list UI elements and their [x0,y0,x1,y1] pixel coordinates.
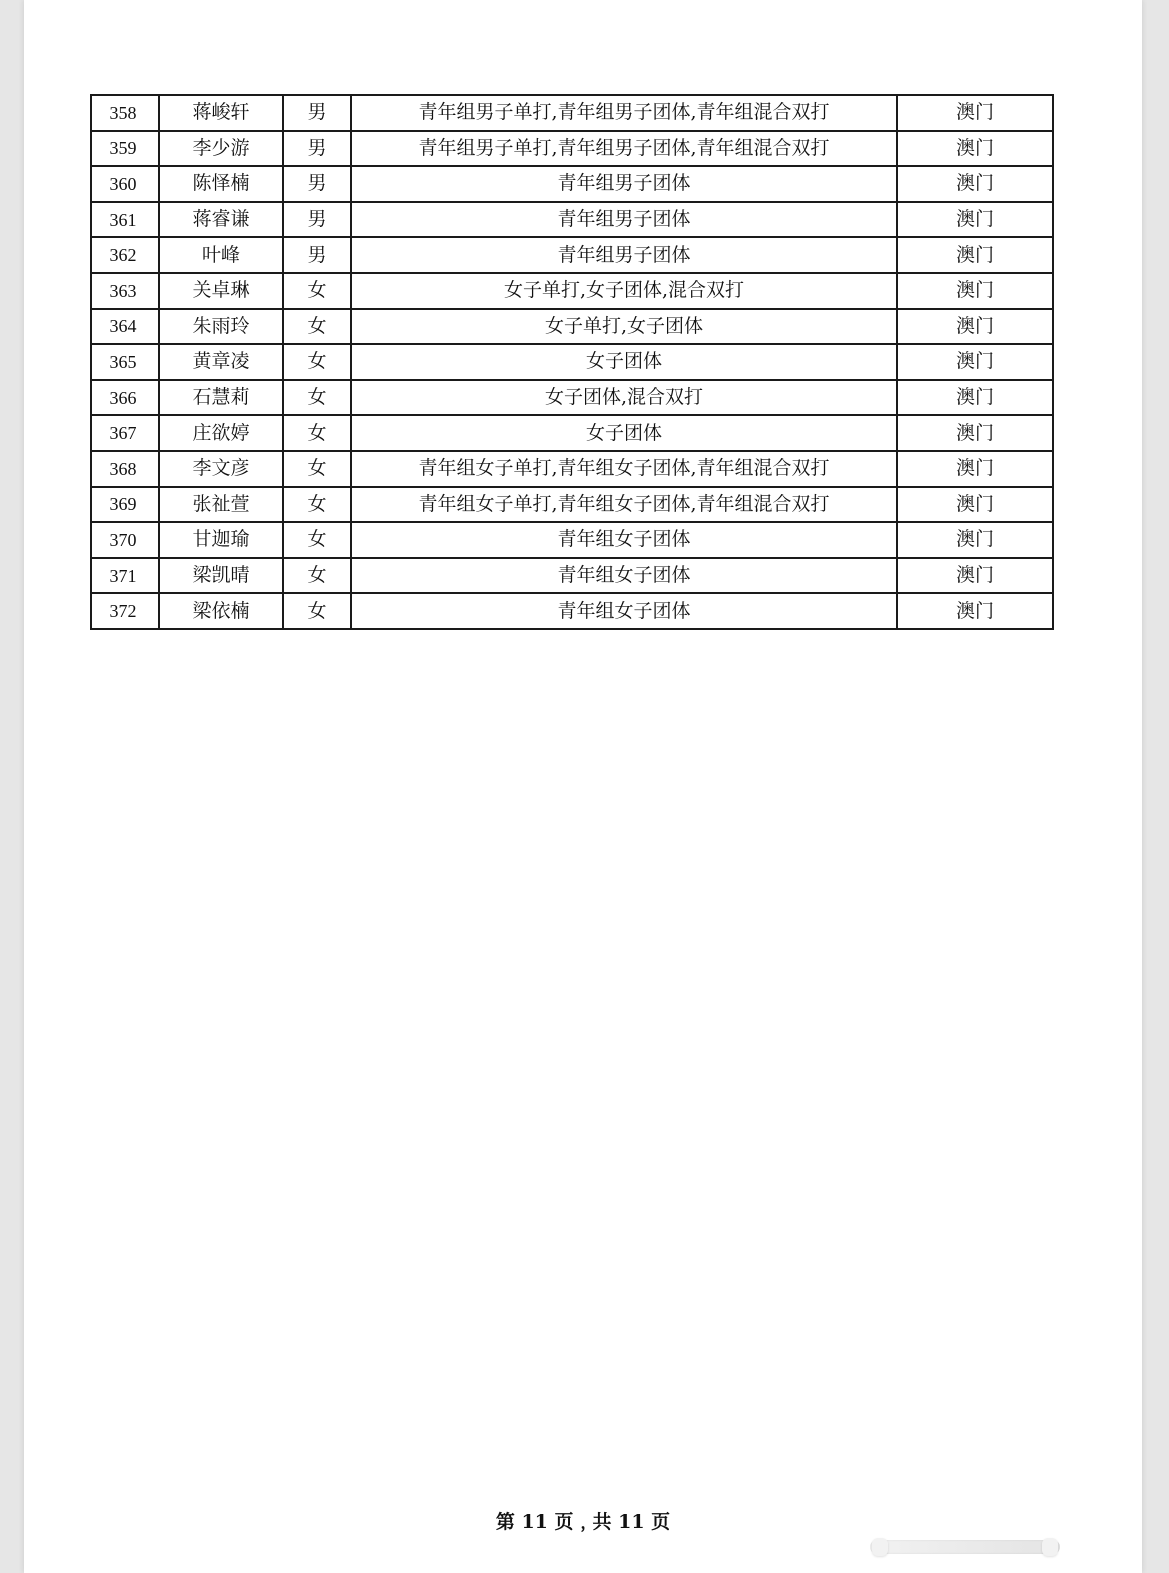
cell-name: 甘迦瑜 [159,522,283,558]
table-row [91,415,1053,451]
cell-number: 364 [91,309,159,345]
cell-region: 澳门 [897,202,1053,238]
table-row [91,131,1053,167]
scroll-track[interactable] [870,1540,1060,1554]
cell-gender: 女 [283,309,351,345]
cell-events: 女子团体 [351,344,897,380]
cell-name: 蒋峻轩 [159,95,283,131]
cell-region: 澳门 [897,487,1053,523]
cell-region: 澳门 [897,593,1053,629]
roster-table-body [91,95,1053,629]
cell-number: 362 [91,237,159,273]
scroll-indicator-icon[interactable] [870,1536,1060,1558]
page-number-footer: 第 11 页﹐共 11 页 [495,1511,671,1533]
cell-name: 庄欲婷 [159,415,283,451]
table-row [91,273,1053,309]
cell-region: 澳门 [897,558,1053,594]
table-row [91,522,1053,558]
cell-events: 女子团体 [351,415,897,451]
cell-gender: 男 [283,166,351,202]
cell-name: 石慧莉 [159,380,283,416]
cell-gender: 女 [283,558,351,594]
cell-events: 青年组男子单打,青年组男子团体,青年组混合双打 [351,95,897,131]
cell-name: 黄章凌 [159,344,283,380]
cell-events: 女子单打,女子团体 [351,309,897,345]
cell-name: 叶峰 [159,237,283,273]
cell-gender: 女 [283,415,351,451]
cell-name: 张祉萱 [159,487,283,523]
cell-events: 青年组男子单打,青年组男子团体,青年组混合双打 [351,131,897,167]
cell-events: 女子团体,混合双打 [351,380,897,416]
cell-name: 梁依楠 [159,593,283,629]
cell-number: 359 [91,131,159,167]
cell-region: 澳门 [897,522,1053,558]
cell-events: 青年组女子单打,青年组女子团体,青年组混合双打 [351,487,897,523]
cell-region: 澳门 [897,380,1053,416]
cell-events: 青年组女子团体 [351,593,897,629]
cell-events: 青年组女子团体 [351,522,897,558]
table-row [91,202,1053,238]
cell-events: 女子单打,女子团体,混合双打 [351,273,897,309]
cell-events: 青年组男子团体 [351,202,897,238]
cell-region: 澳门 [897,237,1053,273]
cell-number: 370 [91,522,159,558]
table-row [91,237,1053,273]
cell-number: 360 [91,166,159,202]
cell-name: 朱雨玲 [159,309,283,345]
table-row [91,309,1053,345]
cell-name: 陈怿楠 [159,166,283,202]
cell-region: 澳门 [897,95,1053,131]
document-page [24,0,1142,1573]
cell-number: 365 [91,344,159,380]
roster-table [90,94,1054,630]
cell-number: 358 [91,95,159,131]
cell-gender: 女 [283,273,351,309]
cell-gender: 男 [283,131,351,167]
cell-gender: 女 [283,522,351,558]
cell-events: 青年组男子团体 [351,166,897,202]
cell-name: 李少游 [159,131,283,167]
cell-region: 澳门 [897,415,1053,451]
cell-number: 366 [91,380,159,416]
cell-name: 梁凯晴 [159,558,283,594]
table-row [91,166,1053,202]
cell-gender: 男 [283,237,351,273]
cell-gender: 女 [283,451,351,487]
cell-name: 李文彦 [159,451,283,487]
cell-number: 368 [91,451,159,487]
cell-number: 361 [91,202,159,238]
table-row [91,487,1053,523]
cell-gender: 女 [283,344,351,380]
cell-gender: 男 [283,202,351,238]
cell-gender: 女 [283,380,351,416]
cell-region: 澳门 [897,273,1053,309]
scroll-cap-right [1042,1538,1058,1556]
cell-gender: 女 [283,487,351,523]
cell-region: 澳门 [897,309,1053,345]
cell-gender: 女 [283,593,351,629]
cell-name: 关卓琳 [159,273,283,309]
cell-region: 澳门 [897,166,1053,202]
cell-gender: 男 [283,95,351,131]
cell-name: 蒋睿谦 [159,202,283,238]
cell-region: 澳门 [897,451,1053,487]
cell-events: 青年组男子团体 [351,237,897,273]
cell-number: 363 [91,273,159,309]
table-row [91,380,1053,416]
cell-number: 371 [91,558,159,594]
cell-number: 369 [91,487,159,523]
scroll-cap-left [872,1538,888,1556]
cell-number: 372 [91,593,159,629]
cell-region: 澳门 [897,344,1053,380]
table-row [91,558,1053,594]
cell-events: 青年组女子单打,青年组女子团体,青年组混合双打 [351,451,897,487]
cell-events: 青年组女子团体 [351,558,897,594]
table-row [91,451,1053,487]
table-row [91,593,1053,629]
table-row [91,95,1053,131]
cell-region: 澳门 [897,131,1053,167]
cell-number: 367 [91,415,159,451]
table-row [91,344,1053,380]
